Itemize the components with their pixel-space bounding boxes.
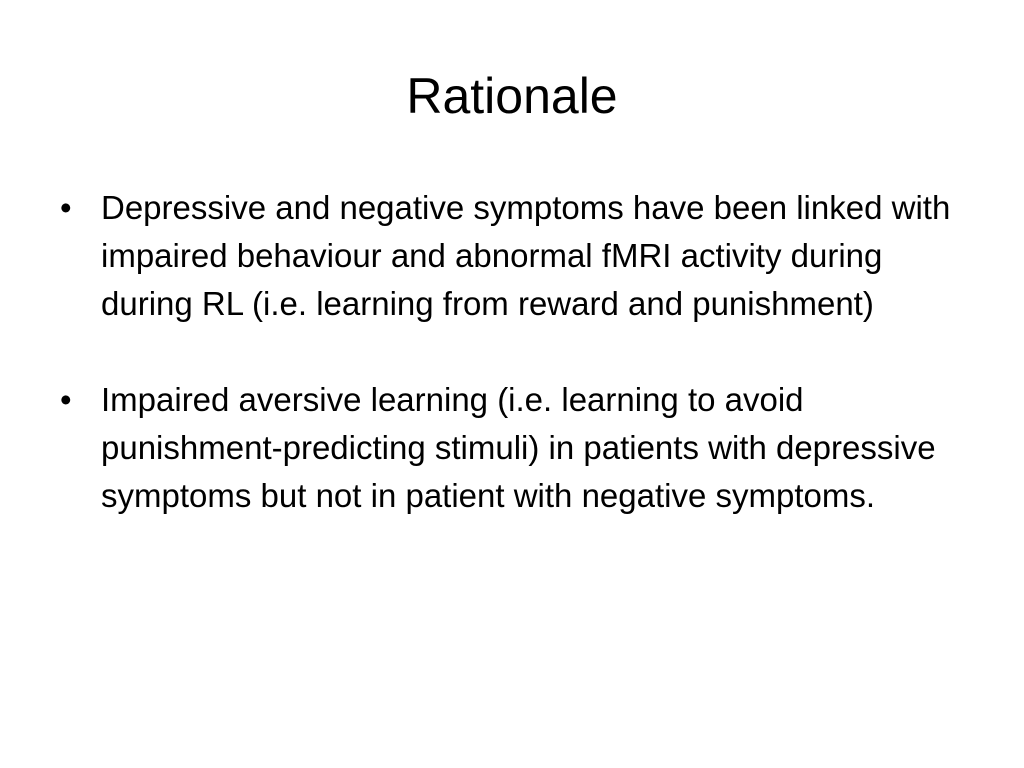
bullet-list	[56, 184, 976, 568]
bullet-text: Depressive and negative symptoms have been linked with impaired behaviour and abnormal fMRI activity during during RL (i.e. learning from reward and punishment)	[101, 189, 951, 322]
bullet-item	[56, 376, 976, 520]
slide-title: Rationale	[406, 68, 618, 124]
bullet-icon: •	[60, 381, 72, 418]
bullet-item	[56, 184, 976, 328]
bullet-text: Impaired aversive learning (i.e. learning to avoid punishment-predicting stimuli) in patients with depressive symptoms but not in patient with negative symptoms.	[101, 381, 936, 514]
bullet-icon: •	[60, 189, 72, 226]
